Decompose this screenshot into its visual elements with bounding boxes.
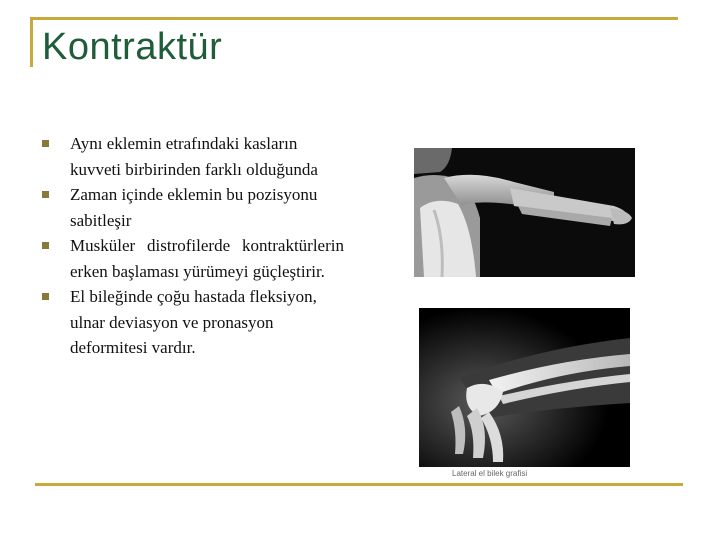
square-bullet-icon: [42, 293, 49, 300]
square-bullet-icon: [42, 242, 49, 249]
bullet-item: [42, 131, 344, 182]
bullet-item: [42, 182, 344, 233]
bullet-text: Zaman içinde eklemin bu pozisyonu sabitleşir: [70, 185, 318, 230]
title-frame-left-rule: [30, 17, 33, 67]
patient-arm-photo: [414, 148, 635, 277]
square-bullet-icon: [42, 140, 49, 147]
slide-title: Kontraktür: [42, 26, 223, 68]
bullet-text: Aynı eklemin etrafındaki kasların kuvveti birbirinden farklı olduğunda: [70, 134, 318, 179]
wrist-xray-image: [419, 308, 630, 467]
bullet-list: [42, 131, 344, 361]
xray-caption: Lateral el bilek grafisi: [452, 469, 528, 478]
patient-arm-photo-drawing: [414, 148, 635, 277]
square-bullet-icon: [42, 191, 49, 198]
bullet-item: [42, 233, 344, 284]
bullet-item: [42, 284, 344, 361]
bullet-text: Musküler distrofilerde kontraktürlerin erken başlaması yürümeyi güçleştirir.: [70, 236, 344, 281]
bullet-text: El bileğinde çoğu hastada fleksiyon, ulnar deviasyon ve pronasyon deformitesi vardır.: [70, 287, 317, 357]
title-frame-top-rule: [30, 17, 678, 20]
bottom-rule: [35, 483, 683, 486]
wrist-xray-drawing: [419, 308, 630, 467]
